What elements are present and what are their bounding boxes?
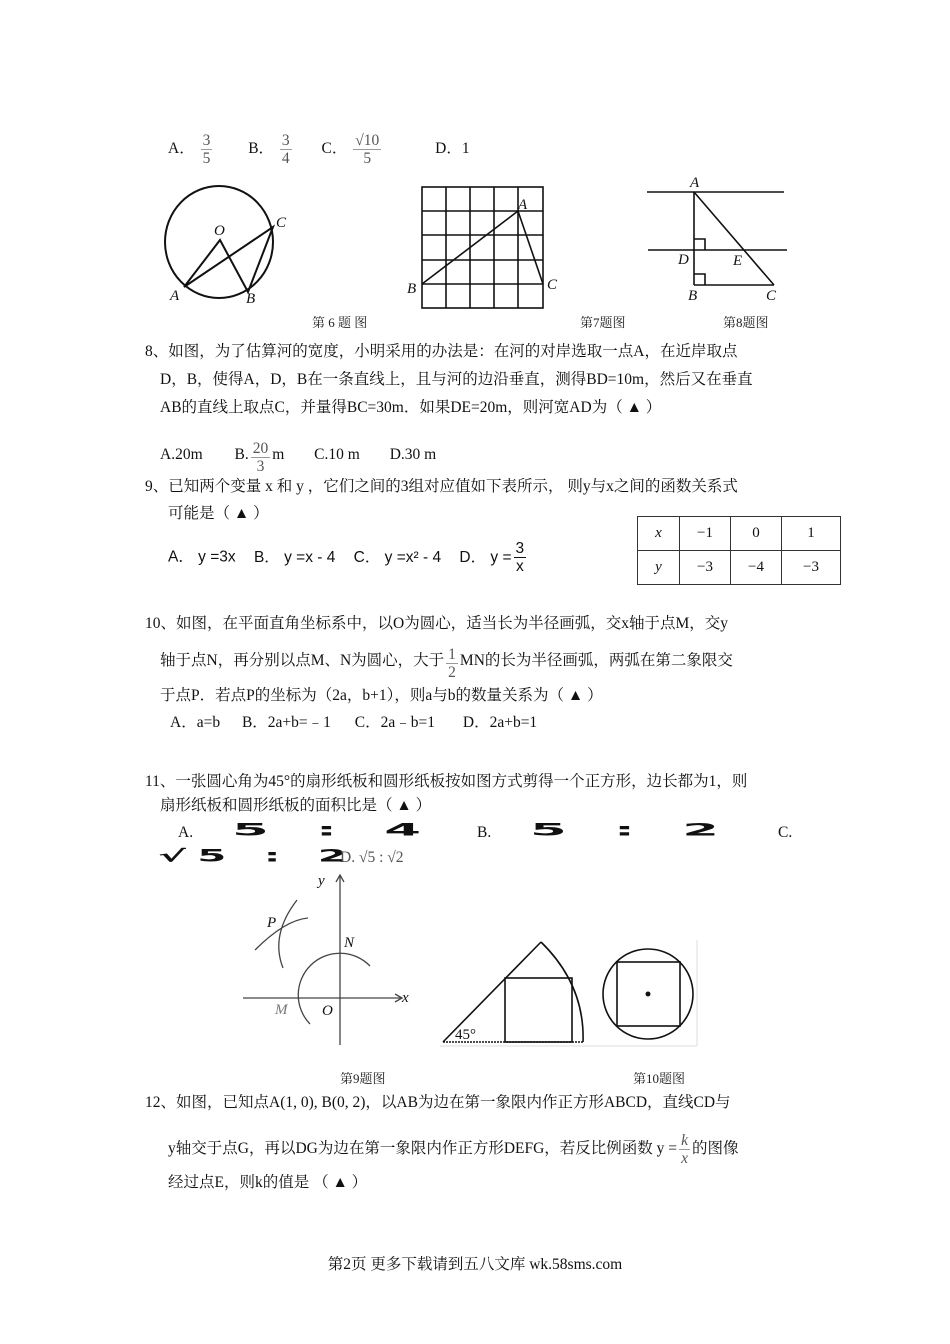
label-c: C xyxy=(276,215,287,231)
q12-line-2 xyxy=(168,1132,738,1167)
numerator: 3 xyxy=(281,132,290,149)
denominator: 3 xyxy=(256,458,265,475)
label-b: B xyxy=(688,288,698,304)
option-b: B．2a+b=﹣1 xyxy=(241,714,331,731)
option-a: A．a=b xyxy=(170,714,221,731)
numerator: 20 xyxy=(252,440,269,457)
numerator: 3 xyxy=(202,132,211,149)
option-b-unit: m xyxy=(272,446,285,463)
q8-line-2: D，B，使得A，D，B在一条直线上，且与河的边沿垂直，测得BD=10m，然后又在垂直 xyxy=(160,371,753,388)
figure-7-caption: 第7题图 xyxy=(580,315,626,330)
option-a: A.20m xyxy=(160,446,203,463)
angle-label: 45° xyxy=(455,1027,476,1043)
q10-line-3: 于点P．若点P的坐标为（2a，b+1），则a与b的数量关系为（ ▲ ） xyxy=(160,687,603,704)
denominator: 2 xyxy=(448,664,456,681)
text: y轴交于点G，再以DG为边在第一象限内作正方形DEFG，若反比例函数 y = xyxy=(168,1140,678,1158)
denominator: 4 xyxy=(281,150,290,167)
denominator: 5 xyxy=(363,150,372,167)
q12-line-1: 12、如图，已知点A(1, 0), B(0, 2)，以AB为边在第一象限内作正方形ABCD，直线CD与 xyxy=(145,1094,731,1111)
table-cell: −3 xyxy=(680,551,731,585)
option-a-value: 5 : 4 xyxy=(232,821,436,840)
option-a: A． y =3x xyxy=(168,548,236,566)
label-o: O xyxy=(214,223,225,239)
option-d: D．1 xyxy=(435,140,470,158)
table-cell: −3 xyxy=(782,551,841,585)
label-y: y xyxy=(318,873,325,889)
option-a-label: A． xyxy=(168,140,195,158)
option-b-value: 5 : 2 xyxy=(530,821,734,840)
label-d: D xyxy=(678,252,689,268)
label-a: A xyxy=(690,175,700,191)
option-c: C.10 m xyxy=(314,446,360,463)
figure-6-caption: 第 6 题 图 xyxy=(312,315,368,330)
option-b-label: B． xyxy=(248,140,275,158)
option-c-value: √5 : 2 xyxy=(158,847,359,866)
label-p: P xyxy=(267,915,277,931)
page-footer: 第2页 更多下载请到五八文库 wk.58sms.com xyxy=(327,1256,623,1273)
label-m: M xyxy=(275,1002,288,1018)
table-cell: 1 xyxy=(782,517,841,551)
label-a: A xyxy=(170,288,180,304)
option-d: D.30 m xyxy=(389,446,437,463)
option-c: C．2a﹣b=1 xyxy=(354,714,435,731)
label-c: C xyxy=(766,288,777,304)
numerator: 3 xyxy=(515,540,525,557)
label-b: B xyxy=(407,281,417,297)
numerator: k xyxy=(681,1132,688,1149)
table-cell: 0 xyxy=(731,517,782,551)
denominator: 5 xyxy=(202,150,211,167)
q9-line-1: 9、已知两个变量 x 和 y ，它们之间的3组对应值如下表所示， 则y与x之间的函数关系式 xyxy=(145,478,738,495)
table-cell: x xyxy=(638,517,680,551)
numerator: 1 xyxy=(448,646,456,663)
denominator: x xyxy=(515,558,524,575)
table-cell: y xyxy=(638,551,680,585)
q8-line-1: 8、如图，为了估算河的宽度，小明采用的办法是：在河的对岸选取一点A，在近岸取点 xyxy=(145,343,738,360)
table-cell: −4 xyxy=(731,551,782,585)
q9-line-2: 可能是（ ▲ ） xyxy=(168,505,269,522)
text: 的图像 xyxy=(691,1140,739,1158)
label-o: O xyxy=(322,1003,333,1019)
option-c-label: C． xyxy=(321,140,348,158)
q11-option-b-label: B. xyxy=(477,824,492,841)
q8-line-3: AB的直线上取点C，并量得BC=30m．如果DE=20m，则河宽AD为（ ▲ ） xyxy=(160,399,662,416)
figure-10-caption: 第10题图 xyxy=(633,1071,686,1086)
q11-line-1: 11、一张圆心角为45°的扇形纸板和圆形纸板按如图方式剪得一个正方形，边长都为1，则 xyxy=(145,773,748,790)
q10-line-1: 10、如图，在平面直角坐标系中，以O为圆心，适当长为半径画弧，交x轴于点M，交y xyxy=(145,615,728,632)
label-x: x xyxy=(402,990,409,1006)
option-b-label: B. xyxy=(234,446,249,463)
label-n: N xyxy=(344,935,355,951)
fraction-k-over-x xyxy=(679,1132,690,1167)
table-cell: −1 xyxy=(680,517,731,551)
label-b: B xyxy=(246,291,256,307)
q11-line-2: 扇形纸板和圆形纸板的面积比是（ ▲ ） xyxy=(160,797,432,814)
text: 轴于点N，再分别以点M、N为圆心，大于 xyxy=(160,652,445,669)
option-d-label: D． y = xyxy=(459,548,512,566)
option-d: D．2a+b=1 xyxy=(462,714,538,731)
label-c: C xyxy=(547,277,558,293)
numerator: √10 xyxy=(355,132,380,149)
q11-option-c-label: C. xyxy=(778,824,793,841)
option-c: C． y =x² - 4 xyxy=(353,548,442,566)
label-a: A xyxy=(518,197,528,213)
label-e: E xyxy=(733,253,743,269)
figure-9-caption: 第9题图 xyxy=(340,1071,386,1086)
q12-line-3: 经过点E，则k的值是 （ ▲ ） xyxy=(168,1174,368,1191)
option-b: B． y =x - 4 xyxy=(253,548,336,566)
q11-option-d: D. √5 : √2 xyxy=(340,849,404,866)
text: MN的长为半径画弧，两弧在第二象限交 xyxy=(459,652,733,669)
denominator: x xyxy=(681,1150,688,1167)
figure-8-caption: 第8题图 xyxy=(723,315,769,330)
q11-option-a-label: A. xyxy=(178,824,194,841)
